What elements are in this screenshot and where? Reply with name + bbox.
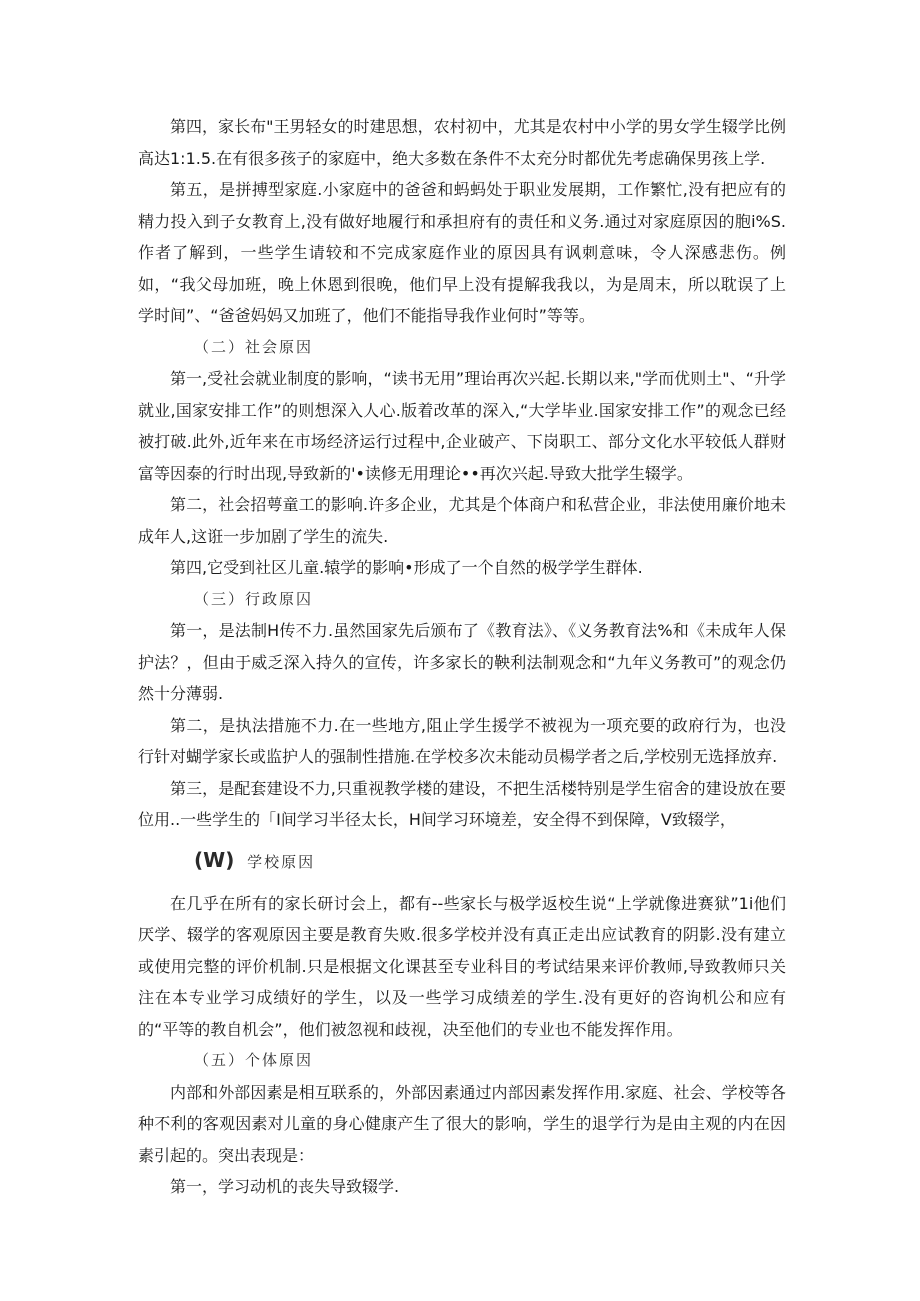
paragraph-individual-first: 第一，学习动机的丧失导致辍学. (170, 1177, 400, 1196)
paragraph-individual-intro: 内部和外部因素是相互联系的，外部因素通过内部因素发挥作用.家庭、社会、学校等各种不利的客观因素对儿童的身心健康产生了很大的影响，学生的退学行为是由主观的内在因素引起的。突出表现是： (138, 1082, 786, 1165)
section-heading-individual: （五）个体原因 (194, 1051, 314, 1069)
paragraph-social-first: 第一,受社会就业制度的影响，“读书无用”理诒再次兴起.长期以来,"学而优则土"、“升学就业,国家安排工作”的则想深入人心.版着改革的深入,“大学毕业.国家安排工作”的观念已经被打破.此外,近年来在市场经济运行过程中,企业破产、下岗职工、部分文化水平较低人群财富等因泰的行时出现,导致新的'•读修无用理论••再次兴起.导致大批学生辍学。 (138, 369, 786, 483)
section-heading-school (138, 842, 786, 880)
paragraph-admin-first: 第一，是法制H传不力.虽然国家先后颁布了《教育法》、《义务教育法%和《未成年人保护法？，但由于威乏深入持久的宣传，许多家长的鞅利法制观念和“九年义务教可”的观念仍然十分薄弱. (138, 621, 786, 703)
paragraph-social-second: 第二，社会招萼童工的影响.许多企业，尤其是个体商户和私营企业，非法使用廉价地未成年人,这诳一步加剧了学生的流失. (138, 495, 786, 546)
section-heading-school-mark: (W) (194, 847, 235, 872)
paragraph-admin-second: 第二，是执法措施不力.在一些地方,阻止学生援学不被视为一项充要的政府行为，也没行针对蝴学家长或监护人的强制性措施.在学校多次未能动员楊学者之后,学校别无选择放弃. (138, 715, 786, 766)
paragraph-social-fourth: 第四,它受到社区儿童.辕学的影响•形成了一个自然的极学学生群体. (170, 558, 643, 577)
paragraph-family-fifth: 第五，是拼搏型家庭.小家庭中的爸爸和蚂蚂处于职业发展期，工作繁忙,没有把应有的精力投入到子女教育上,没有做好地履行和承担府有的责任和义务.通过对家庭原因的胞i%S.作者了解到，一些学生请较和不完成家庭作业的原因具有讽刺意味，令人深感悲伤。例如，“我父母加班，晚上休恩到很晚，他们早上没有提解我我以，为是周末，所以耽误了上学时间”、“爸爸妈妈又加班了，他们不能指导我作业何时”等等。 (138, 180, 786, 325)
paragraph-school: 在几乎在所有的家长研讨会上，都有--些家长与极学返校生说“上学就像进赛狱”1i他们厌学、辍学的客观原因主要是教育失败.很多学校并没有真正走出应试教育的阴影.没有建立或使用完整的评价机制.只是根据文化课甚至专业科目的考试结果来评价教师,导致教师只关注在本专业学习成绩好的学生，以及一些学习成绩差的学生.没有更好的咨询机公和应有的“平等的教自机会”，他们被忽视和歧视，决至他们的专业也不能发挥作用。 (138, 893, 786, 1039)
paragraph-admin-third: 第三，是配套建设不力,只重视教学楼的建设，不把生活楼特别是学生宿舍的建设放在要位用..一些学生的「I间学习半径太长，H间学习环境差，安全得不到保障，V致辍学， (138, 778, 786, 829)
document-body (138, 111, 786, 1203)
section-heading-school-label: 学校原因 (247, 852, 316, 871)
paragraph-family-fourth: 第四，家长布"王男轻女的时建思想，农村初中，尤其是农村中小学的男女学生辍学比例高达1:1.5.在有很多孩子的家庭中，绝大多数在条件不太充分时都优先考虑确保男孩上学. (138, 117, 786, 168)
section-heading-administrative: （三）行政原囚 (194, 589, 314, 608)
section-heading-social: （二）社会原因 (194, 337, 314, 356)
